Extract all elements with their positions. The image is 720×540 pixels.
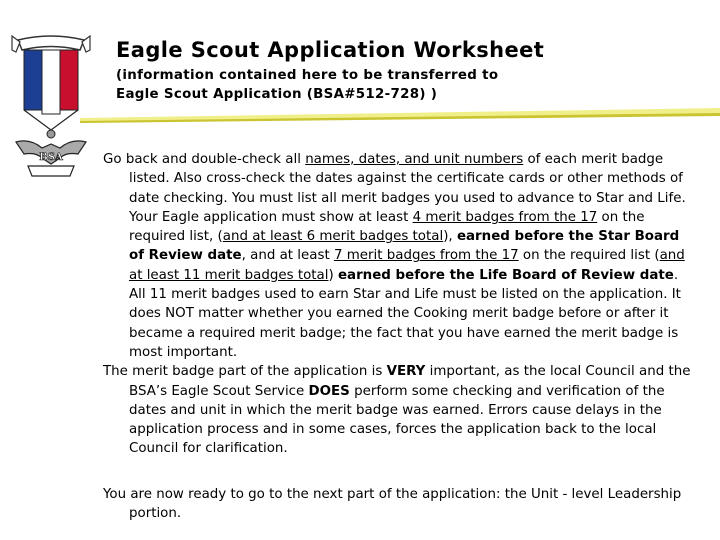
text-run: perform some checking and verification of the dates and unit in which the merit badge was earned. Errors cause delays in the application process and in some cases, forces the application back to the local Council for clarification. [129, 383, 665, 457]
text-run: earned before the Life Board of Review date [337, 267, 674, 283]
text-run: 4 merit badges from the 17 [412, 209, 598, 225]
text-run: DOES [308, 383, 350, 399]
page-title: Eagle Scout Application Worksheet [116, 38, 545, 62]
subtitle-line-2: Eagle Scout Application (BSA#512-728) ) [116, 87, 438, 102]
paragraph-importance [103, 362, 698, 458]
text-run: ), [443, 229, 457, 245]
text-run: Go back and double-check all [103, 152, 306, 167]
title-divider [80, 108, 720, 124]
text-run: important, as the local Council and the BSA’s Eagle Scout Service [129, 364, 691, 399]
text-run: names, dates, and unit numbers [305, 152, 524, 167]
text-run: and at least 11 merit badges total [129, 248, 685, 283]
paragraph-double-check [103, 150, 698, 362]
text-run: on the required list, ( [129, 209, 645, 245]
text-run: , and at least [241, 248, 334, 264]
text-run: and at least 6 merit badges total [222, 229, 444, 245]
text-run: VERY [386, 364, 426, 380]
page-subtitle [116, 66, 498, 104]
text-run: on the required list ( [518, 248, 660, 264]
paragraph-next-step: You are now ready to go to the next part of the application: the Unit - level Leadership portion. [103, 486, 682, 522]
subtitle-line-1: (information contained here to be transferred to [116, 68, 499, 83]
text-run: ) [328, 267, 338, 283]
text-run: 7 merit badges from the 17 [333, 248, 519, 264]
emblem-label: BSA [39, 152, 63, 163]
text-run: earned before the Star Board of Review date [129, 229, 680, 264]
text-run: of each merit badge listed. Also cross-check the dates against the certificate cards or other methods of date checking. You must list all merit badges you used to advance to Star and Life. Your Eagle application must show at least [129, 152, 686, 225]
worksheet-body [103, 150, 698, 523]
text-run: . All 11 merit badges used to earn Star and Life must be listed on the application. It does NOT matter whether you earned the Cooking merit badge before or after it became a required merit badge; the fact that you have earned the merit badge is most important. [129, 267, 681, 360]
text-run: The merit badge part of the application is [103, 364, 387, 380]
